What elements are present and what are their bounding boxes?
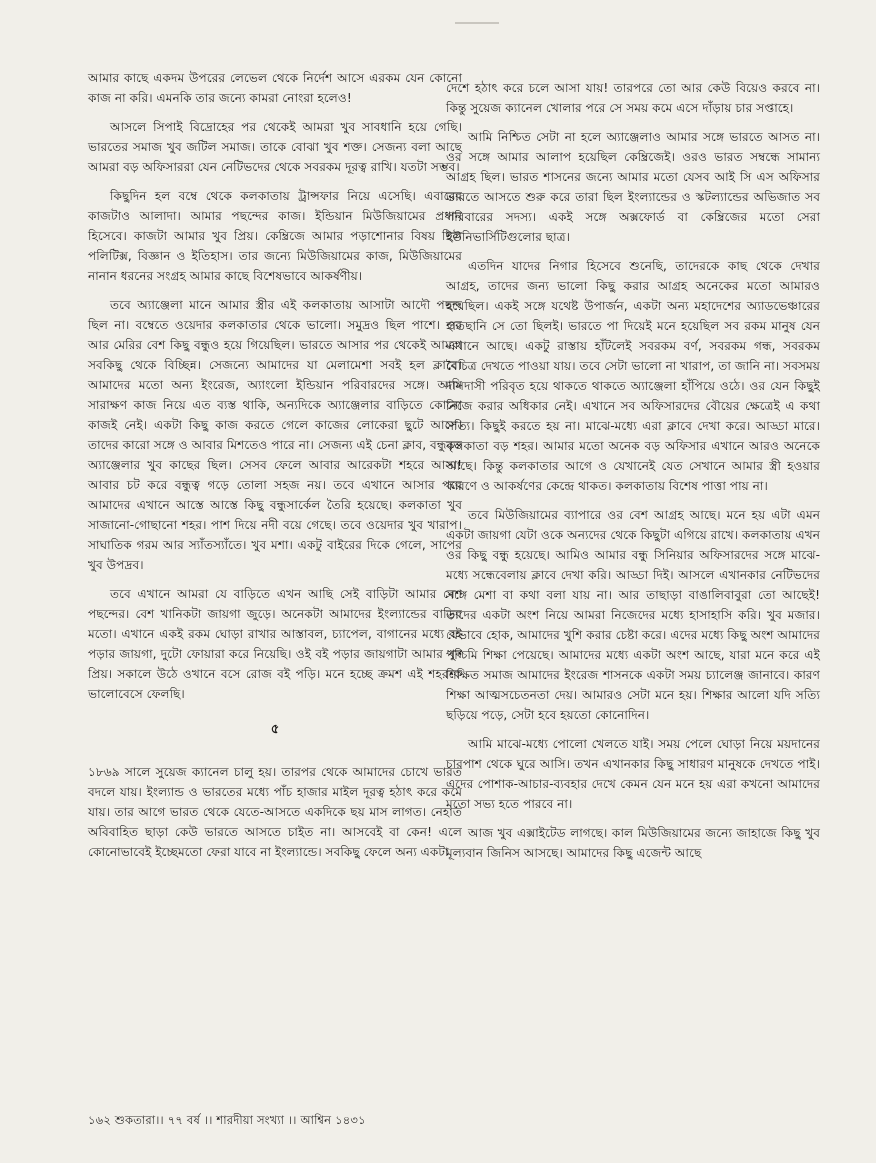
left-column	[88, 68, 462, 871]
paragraph: ১৮৬৯ সালে সুয়েজ ক্যানেল চালু হয়। তারপর থেকে আমাদের চোখে ভারত বদলে যায়। ইংল্যান্ড ও ভারতের মধ্যে পাঁচ হাজার মাইল দূরত্ব হঠাৎ করে কমে যায়। তার আগে ভারত থেকে যেতে-আসতে একদিকে ছয় মাস লাগত। নেহাত অবিবাহিত ছাড়া কেউ ভারতে আসতে চাইত না। আসবেই বা কেন! এলে কোনোভাবেই ইচ্ছেমতো ফেরা যাবে না ইংল্যান্ডে। সবকিছু ফেলে অন্য একটা	[88, 765, 462, 859]
paragraph: কিছুদিন হল বম্বে থেকে কলকাতায় ট্রান্সফার নিয়ে এসেছি। এবারের কাজটাও আলাদা। আমার পছন্দের কাজ। ইন্ডিয়ান মিউজিয়ামের প্রধান হিসেবে। কাজটা আমার খুব প্রিয়। কেম্ব্রিজে আমার পড়াশোনার বিষয় ছিল পলিটিক্স, বিজ্ঞান ও ইতিহাস। তার জন্যে মিউজিয়ামের কাজ, মিউজিয়ামের নানান ধরনের সংগ্রহ আমার কাছে বিশেষভাবে আকর্ষণীয়।	[88, 189, 462, 283]
paragraph: এতদিন যাদের নিগার হিসেবে শুনেছি, তাদেরকে কাছ থেকে দেখার আগ্রহ, তাদের জন্য ভালো কিছু করার আগ্রহ অনেকের মতো আমারও হয়েছিল। একই সঙ্গে যথেষ্ট উপার্জন, একটা অন্য মহাদেশের অ্যাডভেঞ্চারের হাতছানি সে তো ছিলই। ভারতে পা দিয়েই মনে হয়েছিল সব রকম মানুষ যেন এখানে আছে। একটু রাস্তায় হাঁটলেই সবরকম বর্ণ, সবরকম গন্ধ, সবরকম বৈচিত্র দেখতে পাওয়া যায়। তবে সেটা ভালো না খারাপ, তা জানি না। সবসময় দাসদাসী পরিবৃত হয়ে থাকতে থাকতে অ্যাঞ্জেলা হাঁপিয়ে ওঠে। ওর যেন কিছুই নিজে করার অধিকার নেই। এখানে সব অফিসারদের বৌয়ের ক্ষেত্রেই এ কথা সত্যি। কিছুই করতে হয় না। মাঝে-মধ্যে এরা ক্লাবে দেখা করে। আড্ডা মারে। কলকাতা বড় শহর। আমার মতো অনেক বড় অফিসার এখানে আরও অনেকে আছে। কিন্তু কলকাতার আগে ও যেখানেই যেত সেখানে আমার স্ত্রী হওয়ার কারণে ও আকর্ষণের কেন্দ্রে থাকত। কলকাতায় বিশেষ পাত্তা পায় না।	[446, 259, 820, 493]
top-rule	[455, 22, 499, 24]
paragraph: তবে অ্যাঞ্জেলা মানে আমার স্ত্রীর এই কলকাতায় আসাটা আদৌ পছন্দ ছিল না। বম্বেতে ওয়েদার কলকাতার থেকে ভালো। সমুদ্রও ছিল পাশে। ওর আর মেরির বেশ কিছু বন্ধুও হয়ে গিয়েছিল। ভারতে আসার পর থেকেই আমরা সবকিছু থেকে বিচ্ছিন্ন। সেজন্যে আমাদের যা মেলামেশা সবই হল ক্লাবে। আমাদের মতো অন্য ইংরেজ, অ্যাংলো ইন্ডিয়ান পরিবারদের সঙ্গে। আমি সারাক্ষণ কাজ নিয়ে এত ব্যস্ত থাকি, অন্যদিকে অ্যাঞ্জেলার বাড়িতে কোনো কাজই নেই। একটা কিছু কাজ করতে গেলে কাজের লোকেরা ছুটে আসে। তাদের কারো সঙ্গে ও আবার মিশতেও পারে না। সেজন্য এই চেনা ক্লাব, বন্ধুবৃত্ত অ্যাঞ্জেলার খুব কাছের ছিল। সেসব ফেলে আবার আরেকটা শহরে আসা! আবার চট করে বন্ধুত্ব গড়ে তোলা সহজ নয়। তবে এখানে আসার পরে আমাদের এখানে আস্তে আস্তে কিছু বন্ধুসার্কেল তৈরি হয়েছে। কলকাতা খুব সাজানো-গোছানো শহর। পাশ দিয়ে নদী বয়ে গেছে। তবে ওয়েদার খুব খারাপ। সাঘাতিক গরম আর স্যাঁতস্যাঁতে। খুব মশা। একটু বাইরের দিকে গেলে, সাপের খুব উপদ্রব।	[88, 298, 462, 572]
paragraph: দেশে হঠাৎ করে চলে আসা যায়! তারপরে তো আর কেউ বিয়েও করবে না। কিন্তু সুয়েজ ক্যানেল খোলার পরে সে সময় কমে এসে দাঁড়ায় চার সপ্তাহে।	[446, 81, 820, 115]
paragraph: আমি নিশ্চিত সেটা না হলে অ্যাঞ্জেলাও আমার সঙ্গে ভারতে আসত না। ওর সঙ্গে আমার আলাপ হয়েছিল কেম্ব্রিজেই। ওরও ভারত সম্বন্ধে সামান্য আগ্রহ ছিল। ভারত শাসনের জন্যে আমার মতো যেসব আই সি এস অফিসার ভারতে আসতে শুরু করে তারা ছিল ইংল্যান্ডের ও স্কটল্যান্ডের অভিজাত সব পরিবারের সদস্য। একই সঙ্গে অক্সফোর্ড বা কেম্ব্রিজের মতো সেরা ইউনিভার্সিটিগুলোর ছাত্র।	[446, 130, 820, 244]
paragraph: আমার কাছে একদম উপরের লেভেল থেকে নির্দেশ আসে এরকম যেন কোনো কাজ না করি। এমনকি তার জন্যে কামরা নোংরা হলেও!	[88, 71, 462, 105]
section-number: ৫	[270, 722, 280, 737]
paragraph: তবে মিউজিয়ামের ব্যাপারে ওর বেশ আগ্রহ আছে। মনে হয় এটা এমন একটা জায়গা যেটা ওকে অন্যদের থেকে কিছুটা এগিয়ে রাখে। কলকাতায় এখন ওর কিছু বন্ধু হয়েছে। আমিও আমার বন্ধু সিনিয়ার অফিসারদের সঙ্গে মাঝে-মধ্যে সন্ধেবেলায় ক্লাবে দেখা করি। আড্ডা দিই। আসলে এখানকার নেটিভদের সঙ্গে মেশা বা কথা বলা যায় না। আর তাছাড়া বাঙালিবাবুরা তো আছেই! তাদের একটা অংশ নিয়ে আমরা নিজেদের মধ্যে হাসাহাসি করি। খুব মজার। যেভাবে হোক, আমাদের খুশি করার চেষ্টা করে। এদের মধ্যে কিছু অংশ আমাদের পশ্চিমি শিক্ষা পেয়েছে। আমাদের মধ্যে একটা অংশ আছে, যারা মনে করে এই শিক্ষিত সমাজ আমাদের ইংরেজ শাসনকে একটা সময় চ্যালেঞ্জ জানাবে। কারণ শিক্ষা আত্মসচেতনতা দেয়। আমারও সেটা মনে হয়। শিক্ষার আলো যদি সত্যি ছড়িয়ে পড়ে, সেটা হবে হয়তো কোনোদিন।	[446, 508, 820, 722]
paragraph: আজ খুব এক্সাইটেড লাগছে। কাল মিউজিয়ামের জন্যে জাহাজে কিছু খুব মূল্যবান জিনিস আসছে। আমাদের কিছু এজেন্ট আছে	[446, 826, 820, 860]
paragraph: আমি মাঝে-মধ্যে পোলো খেলতে যাই। সময় পেলে ঘোড়া নিয়ে ময়দানের চারপাশ থেকে ঘুরে আসি। তখন এখানকার কিছু সাধারণ মানুষকে দেখতে পাই। এদের পোশাক-আচার-ব্যবহার দেখে কেমন যেন মনে হয় এরা কখনো আমাদের মতো সভ্য হতে পারবে না।	[446, 737, 820, 811]
right-column	[446, 78, 820, 872]
paragraph: তবে এখানে আমরা যে বাড়িতে এখন আছি সেই বাড়িটা আমার বেশ পছন্দের। বেশ খানিকটা জায়গা জুড়ে। অনেকটা আমাদের ইংল্যান্ডের বাড়ির মতো। এখানে একই রকম ঘোড়া রাখার আস্তাবল, চ্যাপেল, বাগানের মধ্যে বই পড়ার জায়গা, দুটো ফোয়ারা করে নিয়েছি। ওই বই পড়ার জায়গাটা আমার খুব প্রিয়। সকালে উঠে ওখানে বসে রোজ বই পড়ি। মনে হচ্ছে ক্রমশ এই শহরকে ভালোবেসে ফেলছি।	[88, 587, 462, 701]
page-footer: ১৬২ শুকতারা।। ৭৭ বর্ষ ।। শারদীয়া সংখ্যা ।। আশ্বিন ১৪৩১	[88, 1113, 366, 1127]
paragraph: আসলে সিপাই বিদ্রোহের পর থেকেই আমরা খুব সাবধানি হয়ে গেছি। ভারতের সমাজ খুব জটিল সমাজ। তাকে বোঝা খুব শক্ত। সেজন্য বলা আছে আমরা বড় অফিসাররা যেন নেটিভদের থেকে সবরকম দূরত্ব রাখি। যতটা সম্ভব।	[88, 120, 462, 174]
